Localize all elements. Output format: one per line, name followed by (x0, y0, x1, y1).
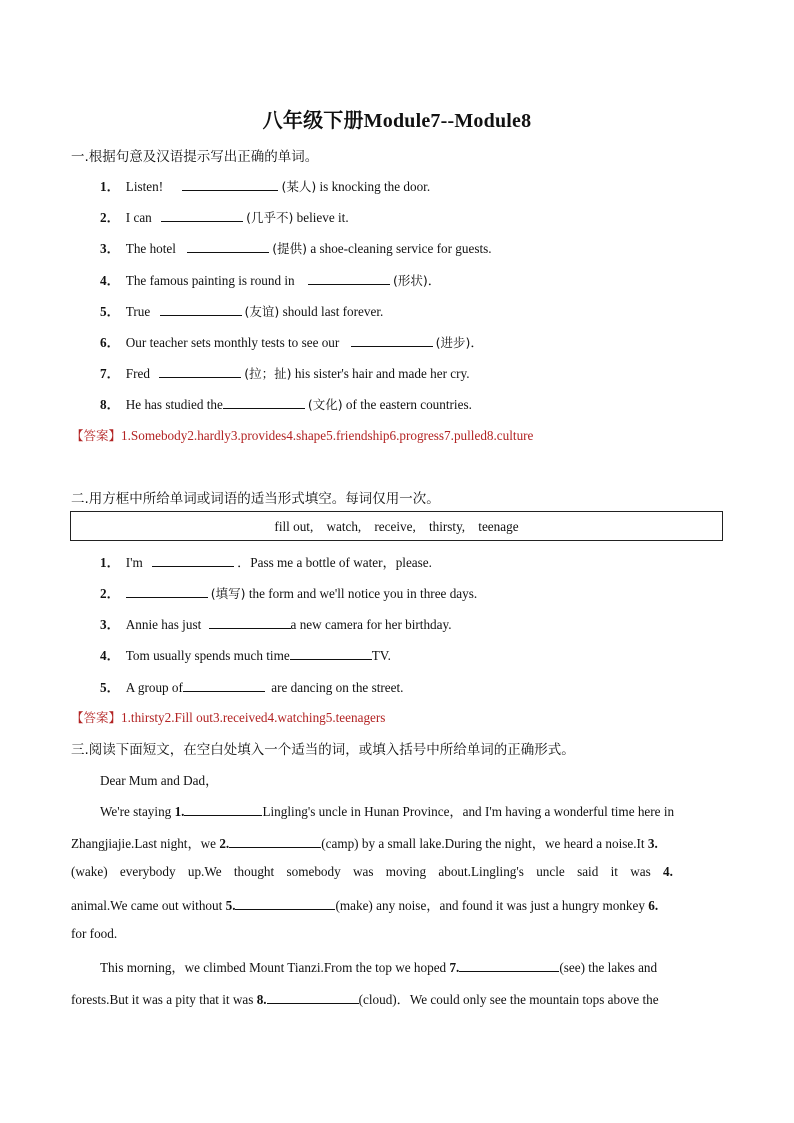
item-text: ． (427, 273, 441, 288)
answer-blank[interactable] (187, 240, 269, 253)
answer-blank[interactable] (235, 897, 335, 910)
page-title: 八年级下册Module7--Module8 (262, 110, 532, 132)
item-text: Fred (125, 366, 150, 381)
passage-text: (cloud)．We could only see the mountain tops above the (358, 992, 659, 1007)
section2-answer (71, 708, 385, 726)
chinese-hint: (进步) (435, 335, 471, 350)
item-number: 4． (100, 648, 120, 663)
s2-item-2 (100, 583, 477, 602)
letter-greeting: Dear Mum and Dad， (100, 773, 219, 788)
blank-number: 8. (256, 992, 267, 1007)
item-text: True (125, 304, 151, 319)
word-box: fill out, watch, receive, thirsty, teenage (70, 511, 723, 541)
item-number: 3． (100, 617, 120, 632)
answer-blank[interactable] (459, 959, 559, 972)
s2-item-1 (100, 552, 432, 571)
answer-blank[interactable] (223, 396, 305, 409)
answer-text: 1.thirsty2.Fill out3.received4.watching5.teenagers (121, 710, 386, 725)
answer-blank[interactable] (184, 803, 262, 816)
item-number: 3． (100, 241, 120, 256)
item-text: a new camera for her birthday. (290, 617, 452, 632)
s1-item-7 (100, 363, 470, 382)
item-text: The hotel (125, 241, 176, 256)
passage-line-6 (71, 957, 723, 976)
answer-blank[interactable] (161, 209, 243, 222)
item-text: believe it. (293, 210, 349, 225)
section2-heading: 二.用方框中所给单词或词语的适当形式填空。每词仅用一次。 (71, 491, 440, 507)
s2-item-5 (100, 677, 403, 696)
answer-blank[interactable] (351, 334, 433, 347)
chinese-hint: (某人) (281, 179, 317, 194)
section1-heading: 一.根据句意及汉语提示写出正确的单词。 (71, 149, 319, 165)
item-number: 2． (100, 586, 120, 601)
passage-line-4 (71, 895, 723, 914)
section3-heading: 三.阅读下面短文，在空白处填入一个适当的词，或填入括号中所给单词的正确形式。 (71, 742, 575, 758)
s1-item-3 (100, 238, 492, 257)
answer-blank[interactable] (183, 679, 265, 692)
item-text: a shoe-cleaning service for guests. (307, 241, 492, 256)
item-text: ． (470, 335, 484, 350)
item-text: ．Pass me a bottle of water，please. (237, 555, 432, 570)
s1-item-1 (100, 176, 430, 195)
answer-label: 【答案】 (71, 428, 122, 443)
item-text: of the eastern countries. (342, 397, 472, 412)
answer-label: 【答案】 (71, 710, 122, 725)
passage-text: (see) the lakes and (559, 960, 658, 975)
answer-blank[interactable] (209, 616, 291, 629)
section1-answer (71, 426, 533, 444)
passage-line-7 (71, 989, 723, 1008)
answer-text: 1.Somebody2.hardly3.provides4.shape5.friendship6.progress7.pulled8.culture (121, 428, 534, 443)
passage-text: (make) any noise，and found it was just a hungry monkey (335, 898, 649, 913)
answer-blank[interactable] (308, 272, 390, 285)
item-text: Listen! (125, 179, 164, 194)
item-number: 6． (100, 335, 120, 350)
passage-text: Lingling's uncle in Hunan Province，and I'm having a wonderful time here in (262, 804, 675, 819)
answer-blank[interactable] (160, 303, 242, 316)
blank-number: 6. (648, 898, 659, 913)
passage-line-3 (71, 864, 723, 880)
s2-item-4 (100, 645, 391, 664)
passage-text: forests.But it was a pity that it was (71, 992, 257, 1007)
item-text: are dancing on the street. (267, 680, 404, 695)
item-number: 5． (100, 680, 120, 695)
chinese-hint: (填写) (210, 586, 246, 601)
passage-text: (wake) everybody up.We thought somebody was moving about.Lingling's uncle said it was (71, 864, 664, 879)
item-text: Our teacher sets monthly tests to see our (125, 335, 340, 350)
chinese-hint: (友谊) (244, 304, 280, 319)
item-text: TV. (371, 648, 391, 663)
passage-line-1 (71, 801, 723, 820)
s1-item-2 (100, 207, 349, 226)
item-number: 7． (100, 366, 120, 381)
passage-line-2 (71, 833, 723, 852)
blank-number: 2. (219, 836, 230, 851)
chinese-hint: (拉；扯) (244, 366, 292, 381)
answer-blank[interactable] (267, 991, 359, 1004)
blank-number: 7. (449, 960, 460, 975)
answer-blank[interactable] (159, 365, 241, 378)
item-text: The famous painting is round in (125, 273, 295, 288)
item-number: 2． (100, 210, 120, 225)
answer-blank[interactable] (182, 178, 278, 191)
item-number: 1． (100, 555, 120, 570)
answer-blank[interactable] (152, 554, 234, 567)
s1-item-8 (100, 394, 472, 413)
passage-text: We're staying (100, 804, 175, 819)
item-text: A group of (125, 680, 183, 695)
item-number: 1． (100, 179, 120, 194)
chinese-hint: (提供) (272, 241, 308, 256)
item-text: Tom usually spends much time (125, 648, 290, 663)
item-text: I can (125, 210, 152, 225)
s2-item-3 (100, 614, 452, 633)
item-number: 4． (100, 273, 120, 288)
s1-item-5 (100, 301, 383, 320)
answer-blank[interactable] (126, 585, 208, 598)
item-text: should last forever. (279, 304, 384, 319)
chinese-hint: (形状) (392, 273, 428, 288)
passage-text: animal.We came out without (71, 898, 226, 913)
item-number: 5． (100, 304, 120, 319)
item-text: I'm (125, 555, 143, 570)
item-text: Annie has just (125, 617, 202, 632)
item-text: He has studied the (125, 397, 223, 412)
blank-number: 3. (647, 836, 658, 851)
item-text: is knocking the door. (316, 179, 431, 194)
item-number: 8． (100, 397, 120, 412)
passage-text: Zhangjiajie.Last night，we (71, 836, 220, 851)
chinese-hint: (几乎不) (246, 210, 294, 225)
item-text: his sister's hair and made her cry. (291, 366, 470, 381)
s1-item-6 (100, 332, 484, 351)
answer-blank[interactable] (290, 647, 372, 660)
passage-line-5: for food. (71, 926, 118, 941)
passage-text: This morning，we climbed Mount Tianzi.From the top we hoped (100, 960, 450, 975)
blank-number: 4. (663, 864, 673, 879)
item-text: the form and we'll notice you in three days. (245, 586, 478, 601)
chinese-hint: (文化) (307, 397, 343, 412)
s1-item-4 (100, 270, 441, 289)
answer-blank[interactable] (229, 835, 321, 848)
blank-number: 1. (174, 804, 185, 819)
blank-number: 5. (225, 898, 236, 913)
passage-text: (camp) by a small lake.During the night，we heard a noise.It (321, 836, 648, 851)
